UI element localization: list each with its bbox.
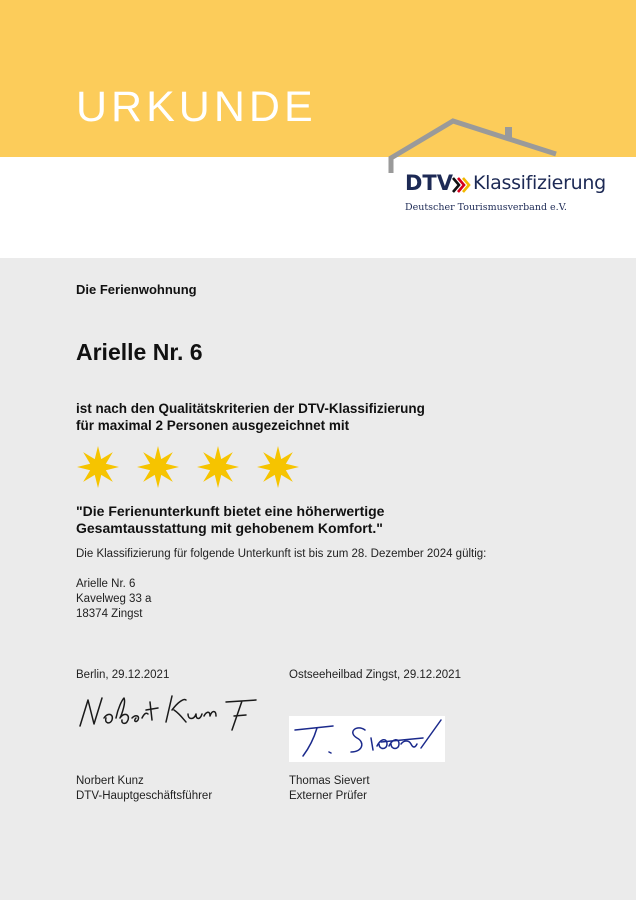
- star-icon: [137, 446, 179, 488]
- criteria-line-2: für maximal 2 Personen ausgezeichnet mit: [76, 418, 350, 433]
- star-icon: [197, 446, 239, 488]
- signature-left: [74, 688, 264, 736]
- left-signer-name: Norbert Kunz: [76, 775, 144, 787]
- logo-organization: Deutscher Tourismusverband e.V.: [405, 202, 567, 213]
- left-place-date: Berlin, 29.12.2021: [76, 669, 170, 681]
- validity-text: Die Klassifizierung für folgende Unterkunft ist bis zum 28. Dezember 2024 gültig:: [76, 548, 487, 560]
- right-signer: [289, 774, 370, 804]
- star-icon: [257, 446, 299, 488]
- right-signer-role: Externer Prüfer: [289, 790, 367, 802]
- property-address: [76, 577, 151, 622]
- star-icon: [77, 446, 119, 488]
- star-rating: [76, 445, 306, 490]
- category-quote: [76, 503, 384, 537]
- right-place-date: Ostseeheilbad Zingst, 29.12.2021: [289, 669, 461, 681]
- address-line: Kavelweg 33 a: [76, 593, 152, 605]
- intro-label: Die Ferienwohnung: [76, 282, 197, 297]
- address-line: Arielle Nr. 6: [76, 578, 136, 590]
- house-roof-icon: [388, 116, 608, 176]
- left-signer: [76, 774, 212, 804]
- property-name: Arielle Nr. 6: [76, 339, 203, 365]
- address-line: 18374 Zingst: [76, 608, 143, 620]
- quote-line-2: Gesamtausstattung mit gehobenem Komfort.": [76, 520, 383, 536]
- logo-brand: DTV: [405, 171, 454, 195]
- quote-line-1: "Die Ferienunterkunft bietet eine höherwertige: [76, 503, 385, 519]
- right-signer-name: Thomas Sievert: [289, 775, 370, 787]
- signature-right: [289, 716, 445, 762]
- flag-chevron-icon: [451, 176, 471, 194]
- logo-name: Klassifizierung: [473, 172, 606, 194]
- left-signer-role: DTV-Hauptgeschäftsführer: [76, 790, 213, 802]
- dtv-logo: [388, 116, 608, 220]
- criteria-text: [76, 400, 425, 434]
- page-title: URKUNDE: [76, 83, 317, 131]
- criteria-line-1: ist nach den Qualitätskriterien der DTV-Klassifizierung: [76, 401, 425, 416]
